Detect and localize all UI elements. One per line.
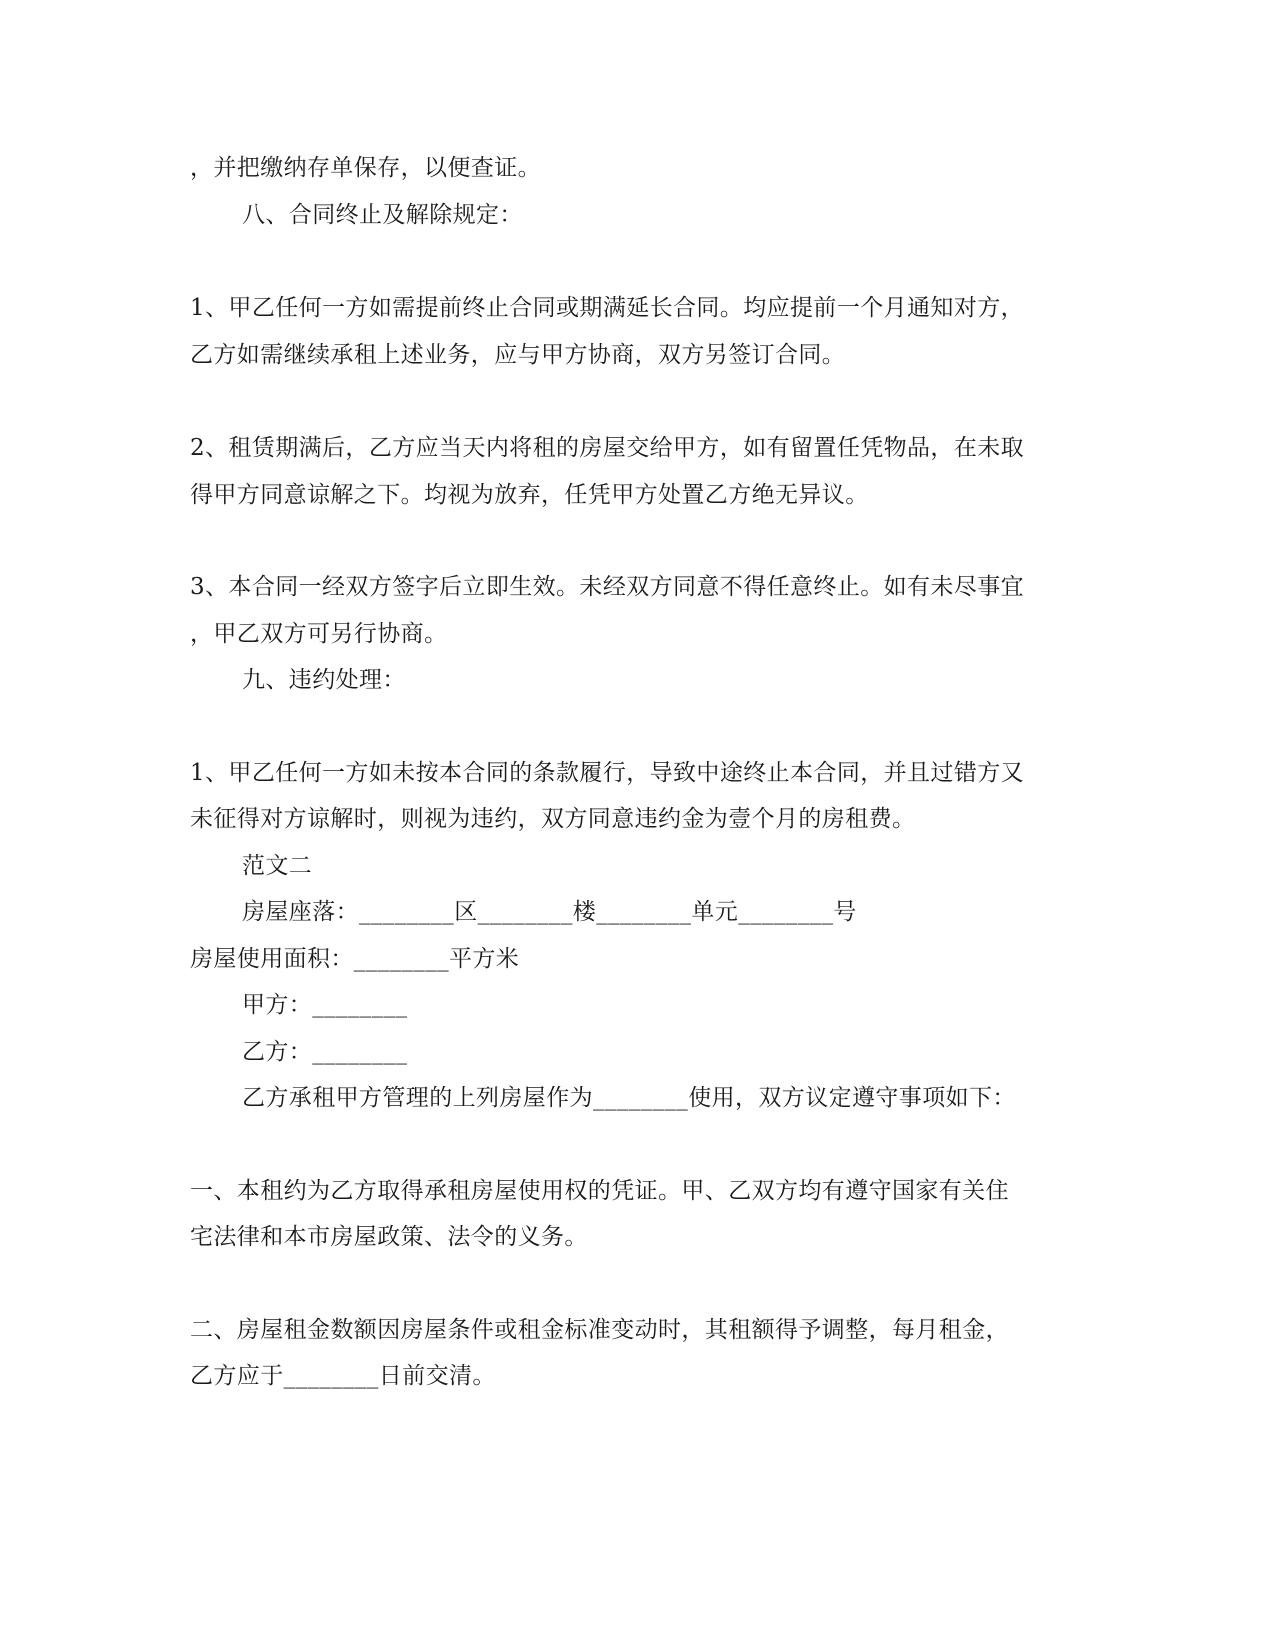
text-line: 乙方如需继续承租上述业务，应与甲方协商，双方另签订合同。 <box>190 342 846 368</box>
text-line: 二、房屋租金数额因房屋条件或租金标准变动时，其租额得予调整，每月租金， <box>190 1317 1009 1343</box>
text-line: 1、甲乙任何一方如需提前终止合同或期满延长合同。均应提前一个月通知对方， <box>190 295 1025 321</box>
text-line: 得甲方同意谅解之下。均视为放弃，任凭甲方处置乙方绝无异议。 <box>190 482 869 508</box>
text-line: 乙方承租甲方管理的上列房屋作为________使用，双方议定遵守事项如下： <box>242 1085 1016 1111</box>
text-line: 宅法律和本市房屋政策、法令的义务。 <box>190 1224 588 1250</box>
form-field-line: 房屋座落：________区________楼________单元________号 <box>242 899 857 925</box>
text-line: 一、本租约为乙方取得承租房屋使用权的凭证。甲、乙双方均有遵守国家有关住 <box>190 1178 1009 1204</box>
form-field-line: 甲方：________ <box>242 992 408 1018</box>
text-line: 乙方应于________日前交清。 <box>190 1363 496 1389</box>
text-line: ，甲乙双方可另行协商。 <box>190 621 448 647</box>
section-heading: 九、违约处理： <box>242 667 406 693</box>
text-line: 未征得对方谅解时，则视为违约，双方同意违约金为壹个月的房租费。 <box>190 806 916 832</box>
section-heading: 范文二 <box>242 853 313 879</box>
text-line: 1、甲乙任何一方如未按本合同的条款履行，导致中途终止本合同，并且过错方又 <box>190 760 1025 786</box>
text-line: 2、租赁期满后，乙方应当天内将租的房屋交给甲方，如有留置任凭物品，在未取 <box>190 435 1025 461</box>
text-line: 3、本合同一经双方签字后立即生效。未经双方同意不得任意终止。如有未尽事宜 <box>190 574 1025 600</box>
section-heading: 八、合同终止及解除规定： <box>242 202 523 228</box>
form-field-line: 乙方：________ <box>242 1039 408 1065</box>
form-field-line: 房屋使用面积：________平方米 <box>190 946 520 972</box>
text-line: ，并把缴纳存单保存，以便查证。 <box>190 155 541 181</box>
